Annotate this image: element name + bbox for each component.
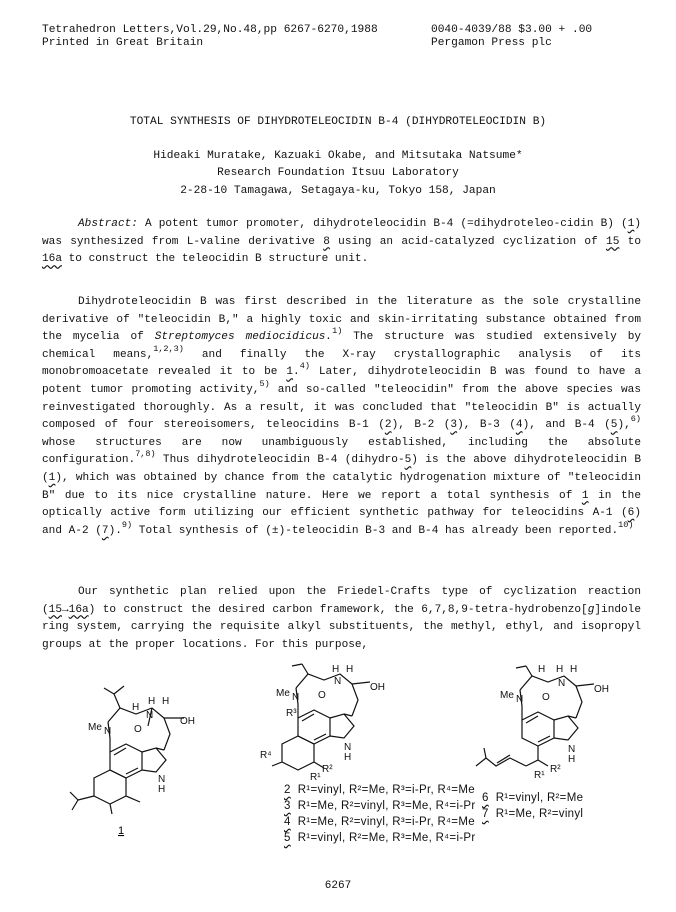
paper-title: TOTAL SYNTHESIS OF DIHYDROTELEOCIDIN B-4 (DIHYDROTELEOCIDIN B): [129, 116, 547, 128]
compound-number: 7: [482, 808, 489, 820]
atom-label: R¹: [310, 772, 321, 782]
reference: 1,2,3): [153, 343, 184, 354]
structure-group-label: 2-5: [390, 707, 393, 708]
compound-ref: 3: [450, 419, 458, 432]
atom-label: N: [158, 774, 166, 785]
structure-group-label: 6,7: [600, 707, 603, 708]
atom-label: Me: [276, 688, 290, 699]
reference: 9): [121, 519, 133, 530]
atom-label: N: [558, 678, 566, 689]
atom-label: H: [538, 664, 546, 675]
legend-text: R¹=vinyl, R²=Me, R³=i-Pr, R⁴=Me: [297, 784, 475, 796]
atom-label: N: [334, 676, 342, 687]
paragraph-1: Dihydroteleocidin B was first described in the literature as the sole crystalline derivative of "teleocidin B," a highly toxic and skin-irritating substance obtained from the mycelia of Streptomyces mediocidicus.$^{1)}$ The structure was studied extensively by chemical means,$^{1,2,3)}$ and finally the X-ray crystallographic analysis of its monobromoacetate revealed it to be 1.$^{4)}$ Later, dihydroteleocidin B was found to have a potent tumor promoting activity,$^{5)}$ and so-called "teleocidin" from the above species was reinvestigated thoroughly. As a result, it was concluded that "teleocidin B" is actually composed of four stereoisomers, teleocidins B-1 (2), B-2 (3), B-3 (4), and B-4 (5),$^{6)}$ whose structures are now unambiguously established, including the absolute configuration.$^{7,8)}$ Thus dihydroteleocidin B-4 (dihydro-5) is the above dihydroteleocidin B (1), which was obtained by chance from the catalytic hydrogenation mixture of "teleocidin B" due to its nice crystalline nature. Here we report a total synthesis of 1 in the optically active form utilizing our efficient synthetic pathway for teleocidins A-1 (6) and A-2 (7).$^{9)}$ Total synthesis of (±)-teleocidin B-3 and B-4 has already been reported.$^{10)}$: [42, 296, 642, 537]
reference: 5): [259, 378, 270, 389]
legend-row: [284, 782, 476, 798]
species-name: Streptomyces mediocidicus.: [154, 331, 333, 344]
compound-ref: 5: [404, 454, 412, 467]
body-text: Total synthesis of (±)-teleocidin B-3 and B-4 has already been reported.: [132, 524, 619, 537]
structure-1-label: 1: [118, 825, 125, 837]
compound-ref: 1: [581, 489, 589, 502]
atom-label: N: [146, 710, 154, 721]
compound-ref: 1: [48, 471, 56, 484]
legend-text: R¹=Me, R²=vinyl, R³=i-Pr, R⁴=Me: [297, 816, 475, 828]
atom-label: N: [344, 742, 352, 753]
atom-label: N: [104, 726, 112, 737]
structure-1-atoms: [88, 696, 195, 795]
atom-label: H: [344, 752, 352, 763]
abstract-text: A potent tumor promoter, dihydroteleocidin B-4 (=dihydroteleo-cidin B) (: [137, 218, 628, 230]
atom-label: O: [318, 690, 326, 701]
atom-label: R²: [322, 764, 333, 775]
abstract-text: using an acid-catalyzed cyclization of: [329, 235, 607, 248]
abstract: [42, 216, 641, 269]
abstract-text: to: [619, 235, 641, 248]
reference: 6): [630, 414, 641, 425]
reaction-arrow: →: [62, 603, 69, 616]
compound-ref: 6: [627, 507, 635, 520]
atom-label: R²: [550, 764, 561, 775]
atom-label: Me: [88, 722, 102, 733]
atom-label: N: [568, 744, 576, 755]
atom-label: R⁴: [260, 750, 272, 761]
authors: Hideaki Muratake, Kazuaki Okabe, and Mitsutaka Natsume*: [153, 150, 523, 162]
structure-1-drawing: [48, 672, 238, 842]
legend-row: [284, 798, 476, 814]
atom-label: H: [158, 784, 166, 795]
body-text: and so-called "teleocidin" from the above species was reinvestigated thoroughly. As a result, it was concluded that "teleocidin B" is actually composed of four stereoisomers, teleocidins B-1 (: [42, 383, 641, 432]
body-text: The structure was studied extensively by chemical means,: [42, 331, 642, 361]
abstract-text: ) was synthesized from L-valine derivative: [42, 218, 641, 248]
reference: 4): [299, 361, 310, 372]
legend-row: [284, 830, 476, 846]
printed-line: Printed in Great Britain: [42, 37, 204, 49]
atom-label: H: [346, 664, 354, 675]
atom-label: N: [516, 694, 524, 705]
abstract-label: Abstract:: [78, 218, 138, 230]
atom-label: H: [132, 702, 140, 713]
compound-ref: 1: [627, 218, 635, 230]
journal-line: Tetrahedron Letters,Vol.29,No.48,pp 6267-6270,1988: [42, 24, 378, 36]
paragraph-2: [42, 584, 641, 654]
body-text: Later, dihydroteleocidin B was found to have a potent tumor promoting activity,: [42, 366, 641, 396]
body-text: and finally the X-ray crystallographic analysis of its monobromoacetate revealed it to be: [42, 348, 641, 379]
atom-label: N: [292, 692, 300, 703]
compound-ref: 15: [48, 603, 62, 616]
compound-number: 4: [284, 816, 291, 828]
body-text: in the optically active form utilizing our efficient synthetic pathway for teleocidins A-1 (: [42, 489, 641, 520]
body-text: ), which was obtained by chance from the catalytic hydrogenation mixture of "teleocidin B" due to its nice crystalline nature. Here we report a total synthesis of: [42, 471, 641, 502]
legend-text: R¹=vinyl, R²=Me: [495, 792, 584, 804]
atom-label: H: [568, 754, 576, 765]
affiliation: Research Foundation Itsuu Laboratory: [217, 167, 459, 179]
atom-label: R¹: [534, 770, 545, 781]
compound-number: 3: [284, 800, 291, 812]
atom-label: H: [148, 696, 156, 707]
structure-6-7-drawing: [466, 662, 656, 782]
structure-6-7-bonds: [476, 666, 594, 766]
publisher-info: [431, 24, 592, 50]
abstract-text: to construct the teleocidin B structure unit.: [61, 253, 369, 266]
compound-ref: 16a: [42, 253, 62, 266]
compound-ref: 15: [606, 235, 620, 248]
compound-ref: 2: [384, 419, 392, 432]
atom-label: H: [556, 664, 564, 675]
address: 2-28-10 Tamagawa, Setagaya-ku, Tokyo 158, Japan: [180, 185, 496, 197]
compound-ref: 7: [101, 524, 109, 537]
body-text: Thus dihydroteleocidin B-4 (dihydro-: [155, 454, 405, 467]
atom-label: O: [542, 692, 550, 703]
structure-2-5-drawing: [252, 662, 442, 782]
body-text: Dihydroteleocidin B was first described in the literature as the sole crystalline derivative of "teleocidin B," a highly toxic and skin-irritating substance obtained from the mycelia of: [42, 296, 641, 344]
legend-compounds-6-7: [482, 790, 583, 822]
body-text: ), B-2 (: [391, 419, 451, 432]
body-text: Our synthetic plan relied upon the Friedel-Crafts type of cyclization reaction (: [42, 586, 641, 616]
legend-row: [284, 814, 476, 830]
atom-label: H: [332, 664, 340, 675]
body-text: ), B-3 (: [457, 419, 516, 432]
body-text: ).: [108, 524, 122, 537]
compound-number: 6: [482, 792, 489, 804]
legend-row: [482, 806, 583, 822]
atom-label: O: [134, 724, 142, 735]
atom-label: OH: [180, 716, 195, 727]
journal-citation: [42, 24, 378, 50]
legend-text: R¹=Me, R²=vinyl, R³=Me, R⁴=i-Pr: [297, 800, 476, 812]
atom-label: H: [570, 664, 578, 675]
legend-row: [482, 790, 583, 806]
body-text: ) and A-2 (: [42, 507, 641, 537]
body-text: ),: [617, 419, 631, 432]
compound-ref: 1: [286, 366, 294, 379]
structure-2-5-atoms: [260, 664, 385, 782]
atom-label: R³: [286, 708, 297, 719]
legend-text: R¹=Me, R²=vinyl: [495, 808, 584, 820]
body-text: ) is the above dihydroteleocidin B (: [42, 454, 641, 484]
atom-label: H: [162, 696, 170, 707]
body-text: ]indole ring system, carrying the requisite alkyl substituents, the methyl, ethyl, and isopropyl groups at the proper locations. For this purpose,: [42, 603, 641, 651]
body-text: whose structures are now unambiguously established, including the absolute configuration.: [42, 436, 641, 467]
reference: 7,8): [135, 449, 156, 460]
body-text: ), and B-4 (: [522, 419, 611, 432]
body-text: ) to construct the desired carbon framework, the 6,7,8,9-tetra-hydrobenzo[: [88, 603, 588, 616]
legend-compounds-2-5: [284, 782, 476, 846]
compound-number: 2: [284, 784, 291, 796]
compound-ref: 5: [610, 419, 618, 432]
legend-text: R¹=vinyl, R²=Me, R³=Me, R⁴=i-Pr: [297, 832, 476, 844]
compound-ref: 8: [323, 235, 330, 248]
italic-locant: g: [587, 603, 595, 616]
page-number: 6267: [324, 880, 352, 892]
publisher-line: Pergamon Press plc: [431, 37, 552, 49]
atom-label: OH: [594, 684, 609, 695]
compound-ref: 16a: [68, 603, 89, 616]
atom-label: Me: [500, 690, 514, 701]
price-line: 0040-4039/88 $3.00 + .00: [431, 24, 593, 36]
compound-number: 5: [284, 832, 291, 844]
reference: 10): [618, 519, 634, 530]
compound-ref: 4: [515, 419, 523, 432]
atom-label: OH: [370, 682, 385, 693]
reference: 1): [332, 326, 343, 337]
